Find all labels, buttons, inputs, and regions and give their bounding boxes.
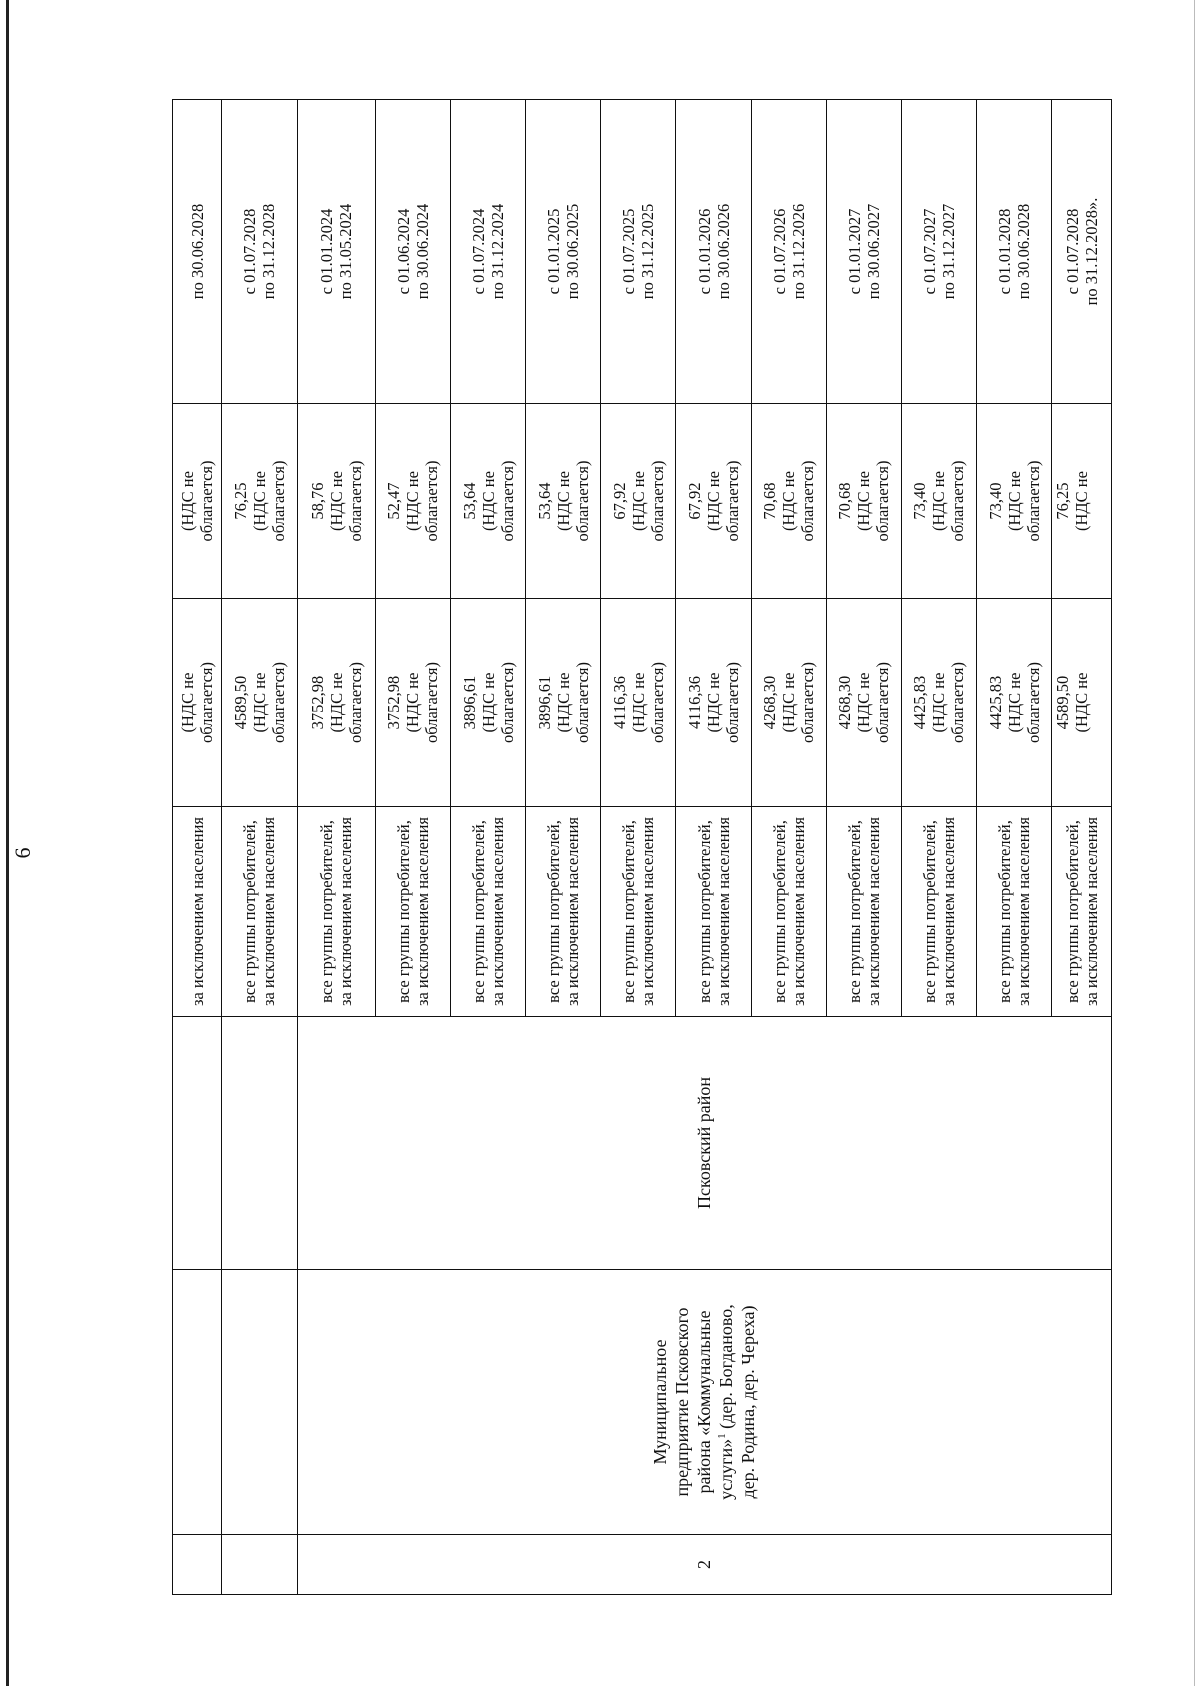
- consumer-group-cell: все группы потребителей, за исключением населения: [375, 807, 450, 1017]
- scan-edge-left: [6, 0, 9, 1686]
- price-cell: 3896,61 (НДС не облагается): [526, 599, 601, 807]
- consumer-group-cell: все группы потребителей, за исключением населения: [901, 807, 976, 1017]
- consumer-group-cell: все группы потребителей, за исключением населения: [977, 807, 1052, 1017]
- price-cell: 76,25 (НДС не: [1052, 404, 1112, 599]
- consumer-group-cell: все группы потребителей, за исключением населения: [1052, 807, 1112, 1017]
- price-cell: 52,47 (НДС не облагается): [375, 404, 450, 599]
- period-cell: с 01.07.2028 по 31.12.2028: [222, 100, 297, 404]
- price-cell: 76,25 (НДС не облагается): [222, 404, 297, 599]
- price-cell: 4116,36 (НДС не облагается): [601, 599, 676, 807]
- price-cell: 70,68 (НДС не облагается): [826, 404, 901, 599]
- consumer-group-cell: все группы потребителей, за исключением населения: [601, 807, 676, 1017]
- scan-edge-right: [1194, 0, 1195, 1686]
- consumer-group-cell: все группы потребителей, за исключением населения: [450, 807, 525, 1017]
- period-cell: с 01.06.2024 по 30.06.2024: [375, 100, 450, 404]
- consumer-group-cell: все группы потребителей, за исключением населения: [526, 807, 601, 1017]
- table-row-partial: [173, 100, 222, 1595]
- price-cell: 3896,61 (НДС не облагается): [450, 599, 525, 807]
- consumer-group-cell: все группы потребителей, за исключением населения: [297, 807, 375, 1017]
- price-cell: 4268,30 (НДС не облагается): [751, 599, 826, 807]
- district-cell: Псковский район: [297, 1017, 1111, 1270]
- cell-empty: [222, 1017, 297, 1270]
- cell-empty: [222, 1270, 297, 1535]
- price-cell: 70,68 (НДС не облагается): [751, 404, 826, 599]
- row-number-cell: 2: [297, 1535, 1111, 1595]
- cell-empty: [173, 1535, 222, 1595]
- price-cell: 4116,36 (НДС не облагается): [676, 599, 751, 807]
- footnote-mark: 1: [716, 1433, 729, 1439]
- cell-empty: [173, 1017, 222, 1270]
- period-cell: с 01.07.2027 по 31.12.2027: [901, 100, 976, 404]
- price-cell: 73,40 (НДС не облагается): [901, 404, 976, 599]
- cell-empty: [222, 1535, 297, 1595]
- enterprise-name-part: (дер. Богданово,: [716, 1304, 737, 1434]
- price-cell: 4425,83 (НДС не облагается): [977, 599, 1052, 807]
- table-row: [222, 100, 297, 1595]
- price-cell: 4425,83 (НДС не облагается): [901, 599, 976, 807]
- period-cell: с 01.01.2025 по 30.06.2025: [526, 100, 601, 404]
- price-cell: 4589,50 (НДС не облагается): [222, 599, 297, 807]
- page-number: 6: [10, 847, 35, 859]
- price-cell: 53,64 (НДС не облагается): [526, 404, 601, 599]
- period-cell: с 01.07.2028 по 31.12.2028».: [1052, 100, 1112, 404]
- consumer-group-cell: за исключением населения: [173, 807, 222, 1017]
- period-cell: с 01.07.2026 по 31.12.2026: [751, 100, 826, 404]
- period-cell: с 01.01.2026 по 30.06.2026: [676, 100, 751, 404]
- consumer-group-cell: все группы потребителей, за исключением населения: [826, 807, 901, 1017]
- period-cell: с 01.01.2028 по 30.06.2028: [977, 100, 1052, 404]
- period-cell: с 01.01.2027 по 30.06.2027: [826, 100, 901, 404]
- period-cell: по 30.06.2028: [173, 100, 222, 404]
- price-cell: 3752,98 (НДС не облагается): [375, 599, 450, 807]
- consumer-group-cell: все группы потребителей, за исключением населения: [676, 807, 751, 1017]
- price-cell: 73,40 (НДС не облагается): [977, 404, 1052, 599]
- cell-empty: [173, 1270, 222, 1535]
- consumer-group-cell: все группы потребителей, за исключением населения: [222, 807, 297, 1017]
- price-cell: 4589,50 (НДС не: [1052, 599, 1112, 807]
- price-cell: (НДС не облагается): [173, 599, 222, 807]
- price-cell: 67,92 (НДС не облагается): [601, 404, 676, 599]
- consumer-group-cell: все группы потребителей, за исключением населения: [751, 807, 826, 1017]
- period-cell: с 01.01.2024 по 31.05.2024: [297, 100, 375, 404]
- rotated-page: [10, 100, 1112, 1595]
- price-cell: 67,92 (НДС не облагается): [676, 404, 751, 599]
- price-cell: 53,64 (НДС не облагается): [450, 404, 525, 599]
- tariff-table: [172, 99, 1112, 1595]
- price-cell: 58,76 (НДС не облагается): [297, 404, 375, 599]
- period-cell: с 01.07.2025 по 31.12.2025: [601, 100, 676, 404]
- price-cell: (НДС не облагается): [173, 404, 222, 599]
- enterprise-name-part: услуги»: [716, 1438, 737, 1500]
- price-cell: 3752,98 (НДС не облагается): [297, 599, 375, 807]
- table-body: [173, 100, 1112, 1595]
- enterprise-cell: Муниципальное предприятие Псковского района «Коммунальные услуги»$^1$ (дер. Богданово, дер. Родина, дер. Череха): [297, 1270, 1111, 1535]
- period-cell: с 01.07.2024 по 31.12.2024: [450, 100, 525, 404]
- price-cell: 4268,30 (НДС не облагается): [826, 599, 901, 807]
- table-row: [297, 100, 375, 1595]
